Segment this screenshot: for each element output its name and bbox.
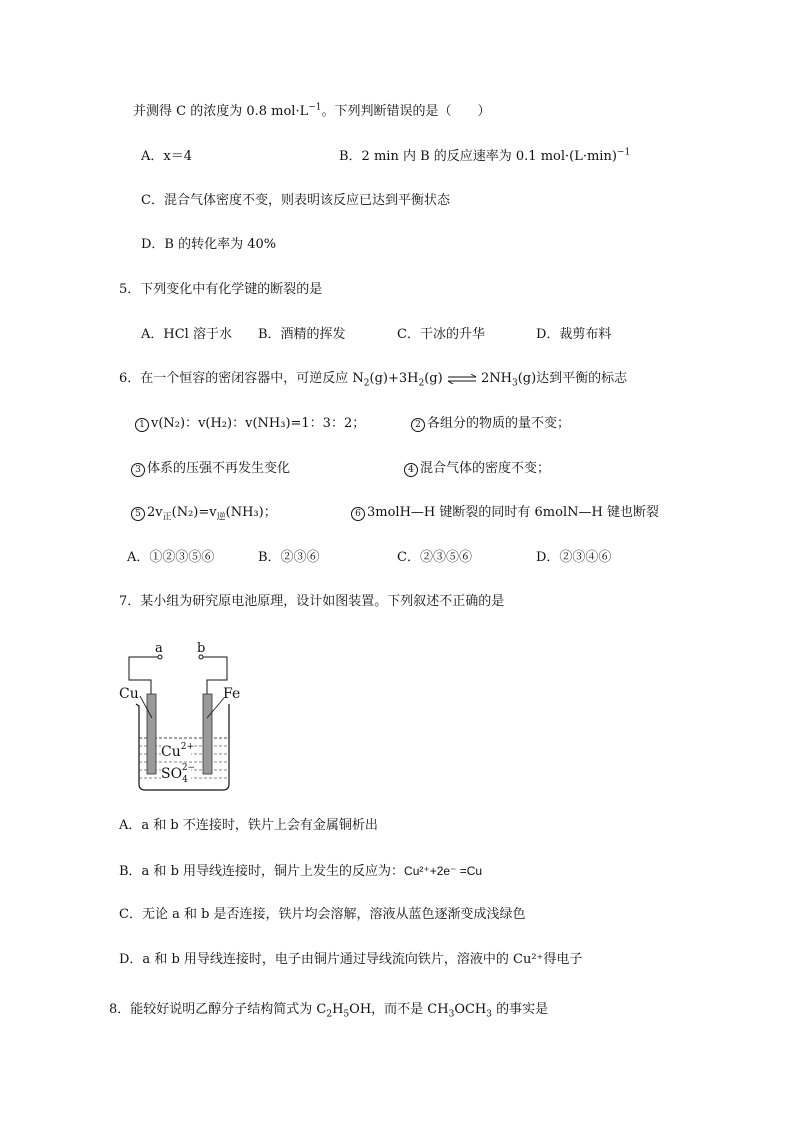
q5-stem: 5．下列变化中有化学键的断裂的是 xyxy=(119,282,323,297)
q6-option-c: C．②③⑤⑥ xyxy=(397,550,472,565)
q4-stem: 并测得 C 的浓度为 0.8 $mol\cdot L^{-1}$。下列判断错误的是（ ） xyxy=(133,102,491,119)
q6-option-d: D．②③④⑥ xyxy=(536,550,612,565)
q7-stem: 7．某小组为研究原电池原理，设计如图装置。下列叙述不正确的是 xyxy=(119,594,505,609)
circled-1-icon: 1 xyxy=(135,418,149,432)
q6-statement-6: 6 3molH—H 键断裂的同时有 6molN—H 键也断裂 xyxy=(351,504,659,522)
fe-electrode xyxy=(203,694,212,774)
cu-label: Cu xyxy=(119,686,139,702)
cu-ion-label: $Cu^{2+}$ xyxy=(161,742,195,760)
circled-4-icon: 4 xyxy=(404,463,418,477)
q6-stem: 6．在一个恒容的密闭容器中，可逆反应 $N_2(g)+3H_2(g)$ $2NH_3(g)$达到平衡的标志 xyxy=(119,371,628,389)
q6-statement-4: 4 混合气体的密度不变； xyxy=(404,460,550,478)
q7-option-b: B．a 和 b 用导线连接时，铜片上发生的反应为：Cu²⁺+2e⁻ =Cu xyxy=(119,864,483,879)
galvanic-cell-diagram xyxy=(115,636,245,796)
q6-option-a: A．①②③⑤⑥ xyxy=(127,550,215,565)
q5-option-c: C．干冰的升华 xyxy=(397,327,485,342)
q4-option-a: A．x＝4 xyxy=(141,149,192,164)
circled-2-icon: 2 xyxy=(411,418,425,432)
sulfate-ion-label: $SO_42-$ xyxy=(161,763,196,785)
terminal-a-label: a xyxy=(155,641,163,656)
q4-option-c: C．混合气体密度不变，则表明该反应已达到平衡状态 xyxy=(141,193,450,208)
q5-option-a: A．HCl 溶于水 xyxy=(141,327,232,342)
q6-statement-5: 5 $2v_正(N_2)=v_逆(NH_3)$； xyxy=(131,504,277,522)
q6-option-b: B．②③⑥ xyxy=(258,550,320,565)
circled-5-icon: 5 xyxy=(131,507,145,521)
q8-stem: 8．能较好说明乙醇分子结构简式为 $C_2H_5OH$，而不是 $CH_3OCH_3$ 的事实是 xyxy=(109,1002,549,1020)
q5-option-b: B．酒精的挥发 xyxy=(258,327,346,342)
q7-option-c: C．无论 a 和 b 是否连接，铁片均会溶解，溶液从蓝色逐渐变成浅绿色 xyxy=(119,907,526,922)
q6-statement-2: 2 各组分的物质的量不变； xyxy=(411,415,570,433)
q7-option-d: D．a 和 b 用导线连接时，电子由铜片通过导线流向铁片，溶液中的 Cu²⁺得电子 xyxy=(119,952,583,967)
cu-electrode xyxy=(147,694,156,774)
terminal-b-label: b xyxy=(197,641,206,656)
q4-option-b: B．2 min 内 B 的反应速率为 0.1 $mol\cdot(L\cdot\min)^{-1}$ xyxy=(339,147,631,164)
fe-label: Fe xyxy=(223,686,241,702)
q5-option-d: D．裁剪布料 xyxy=(536,327,612,342)
q4-option-d: D．B 的转化率为 40% xyxy=(141,237,277,252)
circled-6-icon: 6 xyxy=(351,507,365,521)
q6-statement-3: 3 体系的压强不再发生变化 xyxy=(131,460,290,478)
equilibrium-arrow-icon xyxy=(447,374,477,384)
circled-3-icon: 3 xyxy=(131,463,145,477)
q7-option-a: A．a 和 b 不连接时，铁片上会有金属铜析出 xyxy=(119,818,378,833)
q6-statement-1: 1 v(N₂)：v(H₂)：v(NH₃)=1：3：2； xyxy=(135,415,365,433)
